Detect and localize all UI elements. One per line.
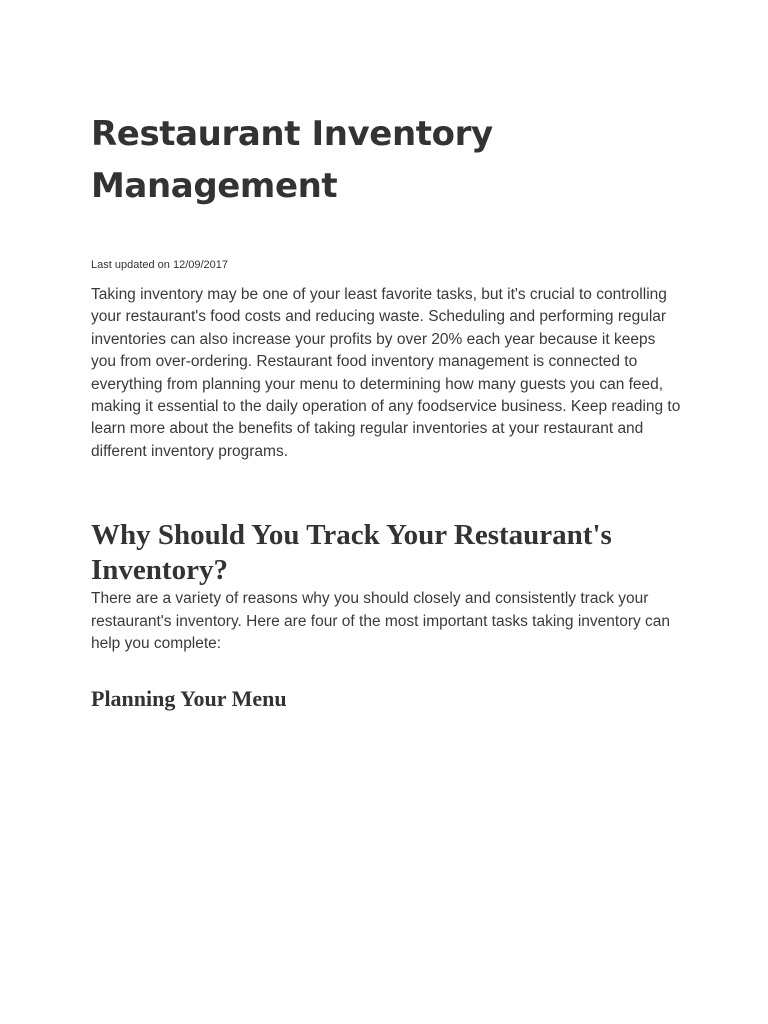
section-heading: Why Should You Track Your Restaurant's Inventory? bbox=[91, 519, 612, 587]
last-updated-date: Last updated on 12/09/2017 bbox=[91, 259, 229, 271]
page-title: Restaurant Inventory Management bbox=[91, 114, 493, 206]
article bbox=[91, 108, 683, 713]
subsection-heading: Planning Your Menu bbox=[91, 686, 287, 712]
intro-paragraph: Taking inventory may be one of your least favorite tasks, but it's crucial to controlling your restaurant's food costs and reducing waste. Scheduling and performing regular inventories can also increase your profits by over 20% each year because it keeps you from over-ordering. Restaurant food inventory management is connected to everything from planning your menu to determining how many guests you can feed, making it essential to the daily operation of any foodservice business. Keep reading to learn more about the benefits of taking regular inventories at your restaurant and different inventory programs. bbox=[91, 286, 681, 460]
section-paragraph: There are a variety of reasons why you should closely and consistently track your restaurant's inventory. Here are four of the most important tasks taking inventory can help you complete: bbox=[91, 590, 671, 653]
